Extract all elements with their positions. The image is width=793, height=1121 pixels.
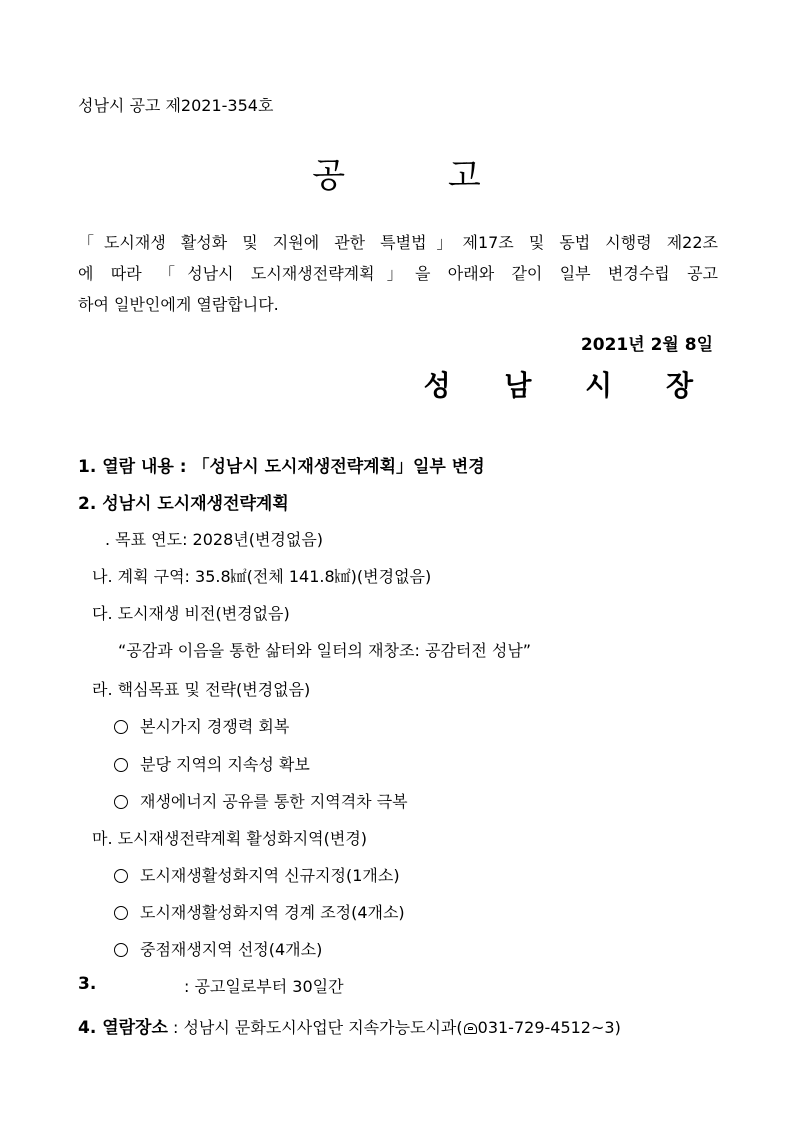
intro-line-2: 에 따라 「성남시 도시재생전략계획」을 아래와 같이 일부 변경수립 공고 — [78, 264, 718, 283]
section-4-place: : 성남시 문화도시사업단 지속가능도시과( — [167, 1018, 463, 1037]
core-goal-item: 본시가지 경쟁력 회복 — [114, 714, 289, 737]
item-activation-areas: 마. 도시재생전략계획 활성화지역(변경) — [92, 829, 368, 848]
section-3-period: : 공고일로부터 30일간 — [184, 977, 344, 996]
section-3-number: 3. — [78, 974, 97, 994]
section-4-viewing-place — [78, 1013, 621, 1038]
item-vision: 다. 도시재생 비전(변경없음) — [92, 604, 290, 623]
vision-quote: “공감과 이음을 통한 삶터와 일터의 재창조: 공감터전 성남” — [118, 641, 532, 660]
core-goal-item: 분당 지역의 지속성 확보 — [114, 752, 310, 775]
telephone-icon — [464, 1023, 477, 1034]
circle-bullet-icon — [114, 758, 128, 772]
item-plan-area: 나. 계획 구역: 35.8㎢(전체 141.8㎢)(변경없음) — [92, 567, 432, 586]
document-title: 공 고 — [312, 156, 527, 196]
circle-bullet-icon — [114, 943, 128, 957]
section-1-viewing-content: 1. 열람 내용 : 「성남시 도시재생전략계획」일부 변경 — [78, 457, 485, 477]
activation-area-item: 도시재생활성화지역 신규지정(1개소) — [114, 863, 400, 886]
section-4-phone: 031-729-4512~3) — [477, 1018, 621, 1037]
activation-area-item: 도시재생활성화지역 경계 조정(4개소) — [114, 900, 405, 923]
circle-bullet-icon — [114, 795, 128, 809]
intro-line-1: 「도시재생 활성화 및 지원에 관한 특별법」제17조 및 동법 시행령 제22조 — [78, 233, 718, 252]
item-target-year: . 목표 연도: 2028년(변경없음) — [105, 530, 324, 549]
intro-paragraph — [78, 227, 718, 320]
notice-number: 성남시 공고 제2021-354호 — [78, 96, 274, 115]
issuer-name: 성 남 시 장 — [423, 369, 715, 402]
activation-area-item: 중점재생지역 선정(4개소) — [114, 937, 322, 960]
section-4-label: 4. 열람장소 — [78, 1018, 168, 1038]
core-goal-item: 재생에너지 공유를 통한 지역격차 극복 — [114, 789, 408, 812]
section-2-heading: 2. 성남시 도시재생전략계획 — [78, 494, 289, 514]
circle-bullet-icon — [114, 720, 128, 734]
item-core-goals: 라. 핵심목표 및 전략(변경없음) — [92, 680, 311, 699]
circle-bullet-icon — [114, 869, 128, 883]
intro-line-3: 하여 일반인에게 열람합니다. — [78, 295, 279, 314]
notice-date: 2021년 2월 8일 — [580, 335, 713, 355]
circle-bullet-icon — [114, 906, 128, 920]
